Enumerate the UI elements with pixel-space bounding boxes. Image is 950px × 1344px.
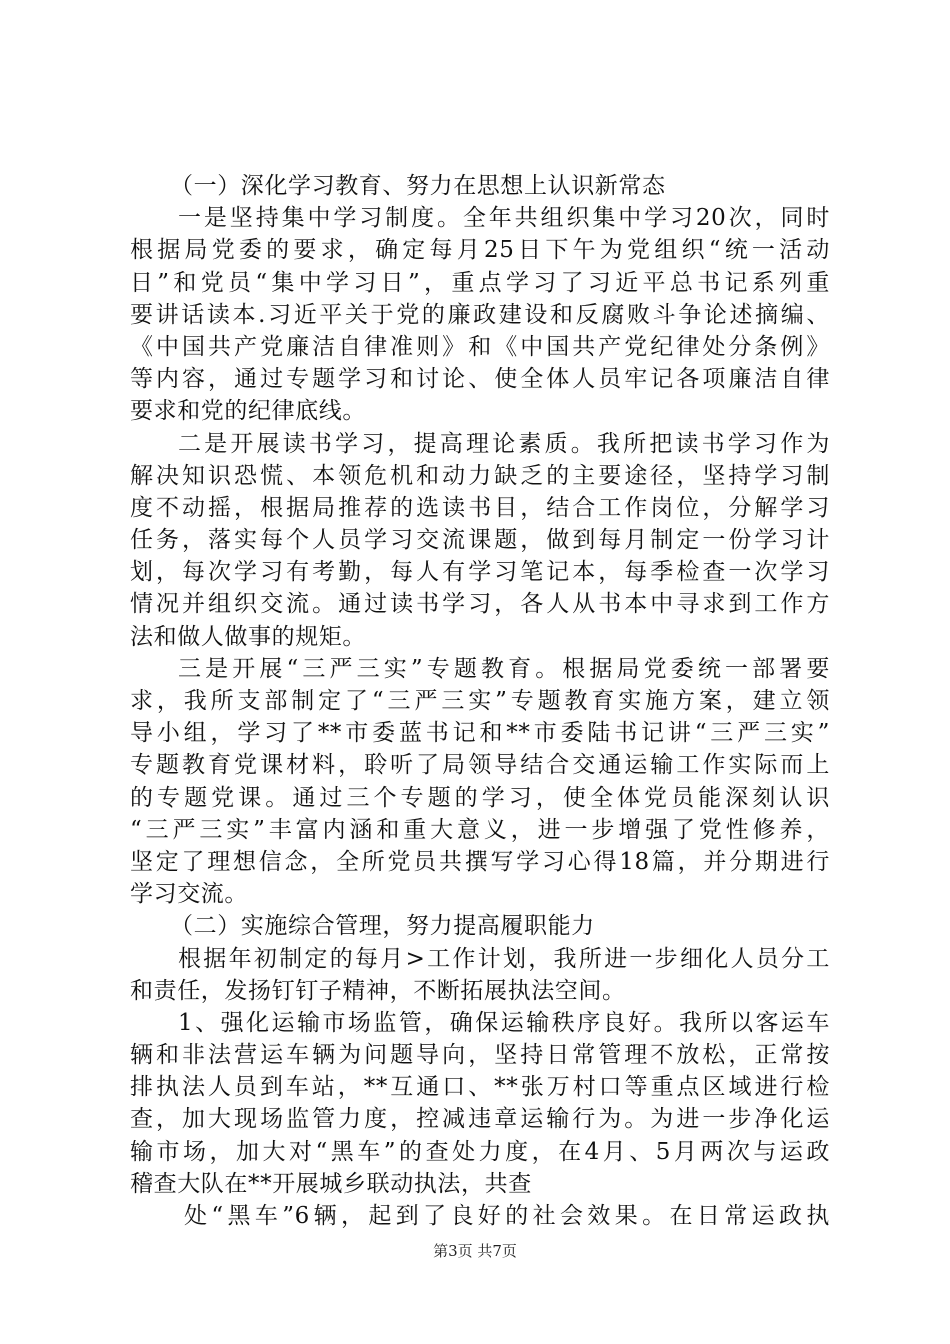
paragraph-line: 根据年初制定的每月>工作计划，我所进一步细化人员分工 [178,945,830,972]
paragraph-line: 情况并组织交流。通过读书学习，各人从书本中寻求到工作方 [130,591,830,618]
paragraph-line: 输市场，加大对“黑车”的查处力度，在4月、5月两次与运政 [130,1138,830,1165]
section-heading-2: （二）实施综合管理，努力提高履职能力 [170,913,595,940]
paragraph-line: 稽查大队在**开展城乡联动执法，共查 [130,1170,532,1197]
paragraph-line: 求，我所支部制定了“三严三实”专题教育实施方案，建立领 [130,688,830,714]
paragraph-line: 三是开展“三严三实”专题教育。根据局党委统一部署要 [178,655,830,682]
paragraph-line: 排执法人员到车站，**互通口、**张万村口等重点区域进行检 [130,1074,830,1101]
paragraph-line: 要讲话读本.习近平关于党的廉政建设和反腐败斗争论述摘编、 [130,301,830,328]
paragraph-line: 等内容，通过专题学习和讨论、使全体人员牢记各项廉洁自律 [130,366,830,393]
paragraph-line: 学习交流。 [130,881,248,908]
paragraph-line: 查，加大现场监管力度，控减违章运输行为。为进一步净化运 [130,1106,830,1133]
paragraph-line: “三严三实”丰富内涵和重大意义，进一步增强了党性修养， [130,816,830,843]
paragraph-line: 度不动摇，根据局推荐的选读书目，结合工作岗位，分解学习 [130,494,830,521]
paragraph-line: 辆和非法营运车辆为问题导向，坚持日常管理不放松，正常按 [130,1042,830,1069]
paragraph-line: 专题教育党课材料，聆听了局领导结合交通运输工作实际而上 [130,752,830,779]
paragraph-line: 根据局党委的要求，确定每月25日下午为党组织“统一活动 [130,237,830,264]
paragraph-line: 导小组，学习了**市委蓝书记和**市委陆书记讲“三严三实” [130,720,830,747]
paragraph-line: 坚定了理想信念，全所党员共撰写学习心得18篇，并分期进行 [130,848,830,875]
paragraph-line: 《中国共产党廉洁自律准则》和《中国共产党纪律处分条例》 [130,333,830,360]
paragraph-line: 解决知识恐慌、本领危机和动力缺乏的主要途径，坚持学习制 [130,462,830,489]
paragraph-line: 处“黑车”6辆，起到了良好的社会效果。在日常运政执 [184,1203,830,1229]
paragraph-line: 要求和党的纪律底线。 [130,398,366,425]
paragraph-line: 1、强化运输市场监管，确保运输秩序良好。我所以客运车 [178,1009,830,1036]
page-number-footer: 第3页 共7页 [433,1242,517,1260]
paragraph-line: 二是开展读书学习，提高理论素质。我所把读书学习作为 [178,430,830,457]
paragraph-line: 一是坚持集中学习制度。全年共组织集中学习20次，同时 [178,205,830,232]
paragraph-line: 日”和党员“集中学习日”，重点学习了习近平总书记系列重 [130,269,830,296]
paragraph-line: 的专题党课。通过三个专题的学习，使全体党员能深刻认识 [130,784,830,811]
paragraph-line: 划，每次学习有考勤，每人有学习笔记本，每季检查一次学习 [130,559,830,586]
paragraph-line: 任务，落实每个人员学习交流课题，做到每月制定一份学习计 [130,527,830,554]
section-heading-1: （一）深化学习教育、努力在思想上认识新常态 [170,173,666,199]
document-body [130,170,830,1232]
paragraph-line: 法和做人做事的规矩。 [130,623,366,650]
paragraph-line: 和责任，发扬钉钉子精神，不断拓展执法空间。 [130,977,626,1004]
